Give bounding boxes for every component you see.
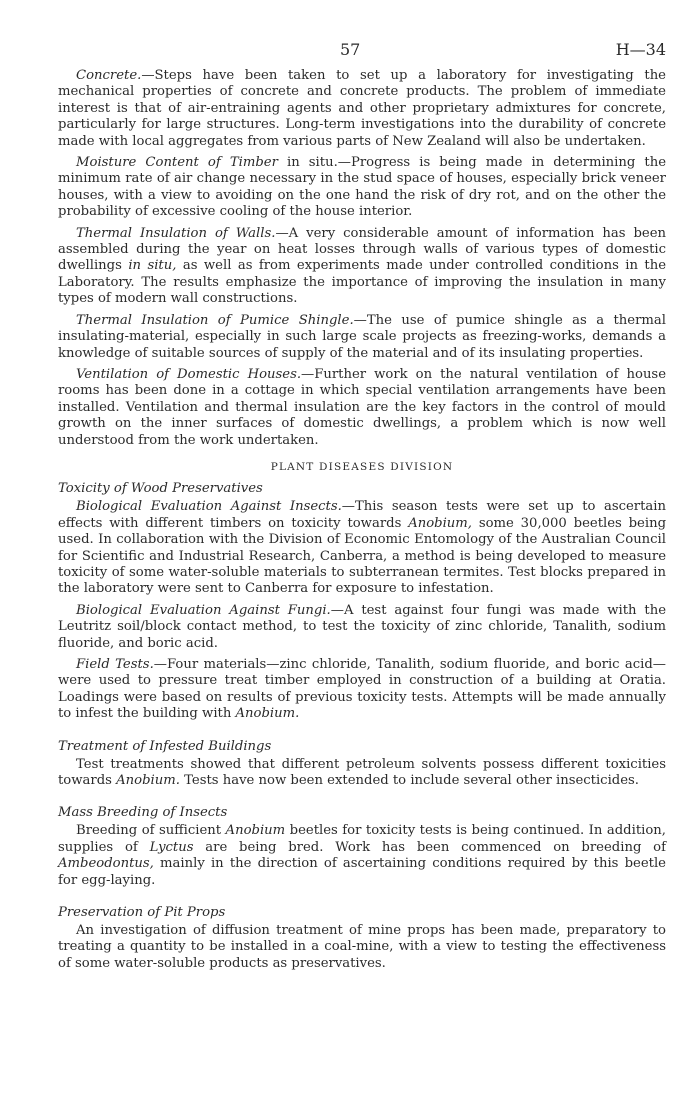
paragraph-evaluation-fungi	[58, 603, 666, 652]
paragraph-pumice-shingle	[58, 313, 666, 362]
italic-term: Anobium.	[116, 773, 180, 789]
page-number: 57	[340, 40, 361, 59]
italic-term: Lyctus	[149, 839, 194, 855]
paragraph-body: mainly in the direction of ascertaining conditions required by this beetle for egg-laying.	[58, 856, 666, 888]
paragraph-body: —Further work on the natural ventilation of house rooms has been done in a cottage in which special ventilation arrangements have been installed. Ventilation and thermal insulation are the key factors in the control of mould growth on the inner surfaces of domestic dwellings, a problem which is now well understood from the work undertaken.	[58, 366, 667, 448]
paragraph-body: some 30,000 beetles being used. In collaboration with the Division of Economic Entomology of the Australian Council for Scientific and Industrial Research, Canberra, a method is being developed to measure toxicity of some water-soluble materials to subterranean termites. Test blocks prepared in the laboratory were sent to Canberra for exposure to infestation.	[58, 515, 667, 597]
paragraph-lead: Ventilation of Domestic Houses.	[76, 366, 302, 382]
paragraph-body: —Four materials—zinc chloride, Tanalith, sodium fluoride, and boric acid—were used to pressure treat timber employed in construction of a building at Oratia. Loadings were based on results of previous toxicity tests. Attempts will be made annually to infest the building with	[58, 657, 666, 722]
division-title: PLANT DISEASES DIVISION	[270, 460, 454, 473]
italic-term: Anobium	[225, 823, 286, 839]
paragraph-moisture-content	[58, 155, 666, 221]
paragraph-thermal-walls	[58, 226, 666, 308]
paragraph-body: as well as from experiments made under controlled conditions in the Laboratory. The results emphasize the importance of improving the insulation in many types of modern wall constructions.	[58, 258, 666, 307]
section-heading-toxicity: Toxicity of Wood Preservatives	[58, 481, 263, 497]
paragraph-body: —The use of pumice shingle as a thermal insulating-material, especially in such large scale projects as freezing-works, demands a knowledge of suitable sources of supply of the material and of its insulating properties.	[58, 312, 666, 361]
paragraph-body: in situ.	[277, 155, 338, 171]
paragraph-body: Tests have now been extended to include several other insecticides.	[179, 773, 639, 789]
page-header	[58, 40, 666, 68]
paragraph-body: are being bred. Work has been commenced on breeding of	[193, 839, 666, 855]
italic-term: Ambeodontus,	[58, 856, 154, 872]
paragraph-body: Breeding of sufficient	[76, 823, 226, 839]
paragraph-lead: Thermal Insulation of Walls.	[76, 225, 276, 241]
italic-term: Anobium.	[235, 706, 300, 722]
document-reference: H—34	[615, 40, 666, 59]
paragraph-body: —This season tests were set up to ascertain effects with different timbers on toxicity towards	[58, 499, 666, 531]
paragraph-body: —A very considerable amount of information has been assembled during the year on heat losses through walls of various types of domestic dwellings	[58, 225, 666, 274]
paragraph-body: Test treatments showed that different petroleum solvents possess different toxicities towards	[58, 756, 666, 789]
paragraph-body: —Progress is being made in determining the minimum rate of air change necessary in the stud space of houses, especially brick veneer houses, with a view to avoiding on the one hand the risk of dry rot, and on the other the probability of excessive cooling of the house interior.	[58, 155, 666, 220]
paragraph-pit-props	[58, 923, 666, 972]
paragraph-evaluation-insects	[58, 499, 666, 597]
paragraph-lead: Biological Evaluation Against Insects.	[76, 499, 342, 515]
paragraph-treatment	[58, 757, 666, 790]
section-heading-breeding: Mass Breeding of Insects	[58, 805, 228, 821]
paragraph-body: —A test against four fungi was made with the Leutritz soil/block contact method, to test the toxicity of zinc chloride, Tanalith, sodium fluoride, and boric acid.	[58, 602, 667, 651]
paragraph-concrete	[58, 68, 666, 150]
italic-term: in situ,	[128, 258, 177, 274]
italic-term: Anobium,	[408, 515, 472, 531]
paragraph-body: —Steps have been taken to set up a laboratory for investigating the mechanical properties of concrete and concrete products. The problem of immediate interest is that of air-entraining agents and other proprietary admixtures for concrete, particularly for large structures. Long-term investigations into the durability of concrete made with local aggregates from various parts of New Zealand will also be undertaken.	[58, 68, 666, 149]
section-heading-pit-props: Preservation of Pit Props	[58, 905, 226, 921]
paragraph-ventilation	[58, 367, 666, 449]
paragraph-breeding	[58, 823, 666, 889]
paragraph-field-tests	[58, 657, 666, 723]
paragraph-body: An investigation of diffusion treatment of mine props has been made, preparatory to treating a quantity to be installed in a coal-mine, with a view to testing the effectiveness of some water-soluble products as preservatives.	[58, 923, 666, 971]
paragraph-lead: Thermal Insulation of Pumice Shingle.	[76, 312, 354, 328]
paragraph-lead: Moisture Content of Timber	[76, 155, 278, 171]
paragraph-lead: Biological Evaluation Against Fungi.	[76, 602, 331, 618]
section-heading-treatment: Treatment of Infested Buildings	[58, 738, 272, 754]
paragraph-body: beetles for toxicity tests is being continued. In addition, supplies of	[58, 823, 666, 855]
paragraph-lead: Concrete.	[76, 68, 142, 83]
paragraph-lead: Field Tests.	[76, 657, 154, 672]
